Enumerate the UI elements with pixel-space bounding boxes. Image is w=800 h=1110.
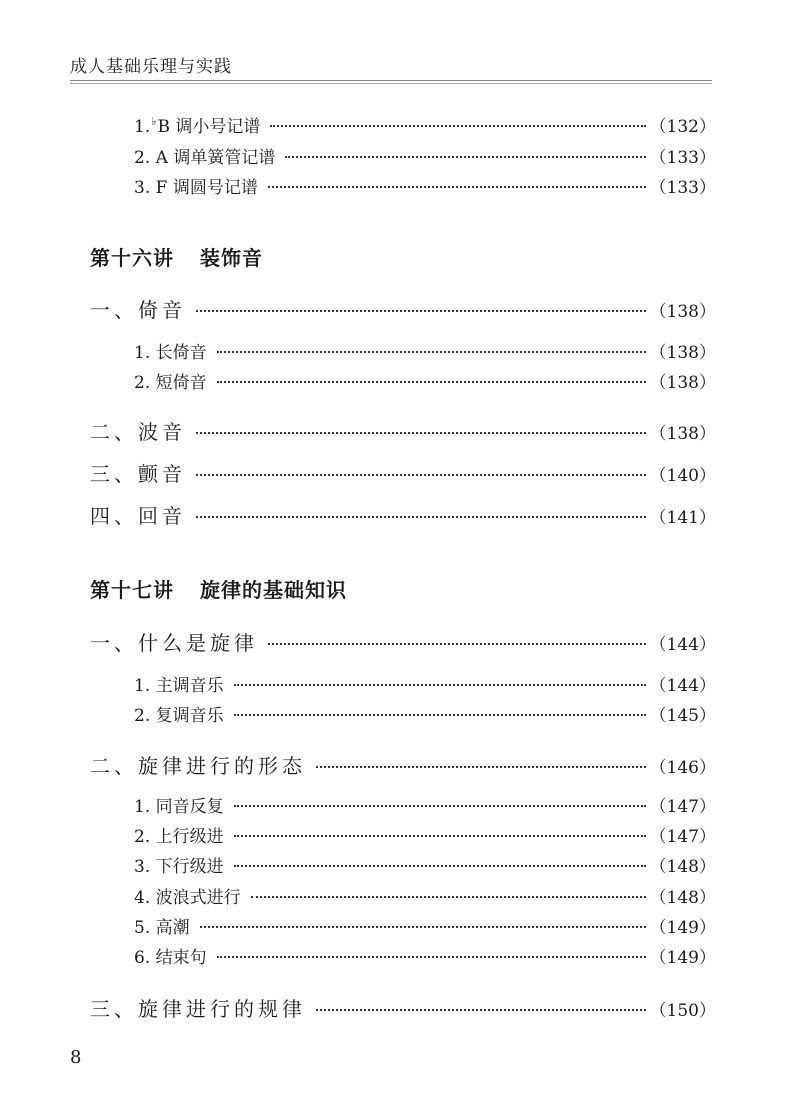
toc-page-number: （148）: [649, 888, 716, 908]
chapter-number: 第十七讲: [90, 578, 174, 602]
toc-entry[interactable]: [134, 112, 716, 137]
dot-leader: [270, 125, 645, 127]
chapter-title: 旋律的基础知识: [200, 578, 347, 602]
toc-section-label: 二、波音: [90, 420, 186, 444]
toc-page-number: （150）: [649, 1001, 716, 1021]
toc-section[interactable]: [90, 627, 716, 656]
toc-entry[interactable]: [134, 822, 716, 847]
toc-entry-label: 4. 波浪式进行: [134, 888, 241, 908]
toc-entry[interactable]: [134, 913, 716, 938]
toc-entry[interactable]: [134, 368, 716, 393]
toc-section-label: 二、旋律进行的形态: [90, 754, 306, 778]
dot-leader: [234, 805, 646, 807]
toc-page-number: （138）: [649, 302, 716, 322]
dot-leader: [316, 1009, 646, 1011]
toc-entry-label: 3. 下行级进: [134, 857, 224, 877]
toc-page-number: （148）: [649, 857, 716, 877]
toc-entry-label: 6. 结束句: [134, 948, 207, 968]
dot-leader: [217, 956, 646, 958]
toc-entry-label: 1.♭B 调小号记谱: [134, 115, 261, 137]
chapter-16-heading[interactable]: [90, 242, 263, 271]
toc-page-number: （140）: [649, 466, 716, 486]
toc-page-number: （146）: [649, 758, 716, 778]
toc-entry[interactable]: [134, 701, 716, 726]
toc-entry[interactable]: [134, 883, 716, 908]
toc-entry[interactable]: [134, 792, 716, 817]
toc-page-number: （149）: [649, 918, 716, 938]
toc-section-label: 三、颤音: [90, 462, 186, 486]
chapter-17-heading[interactable]: [90, 574, 347, 603]
running-header-title: 成人基础乐理与实践: [70, 57, 232, 77]
page-number: 8: [70, 1047, 82, 1068]
dot-leader: [196, 474, 646, 476]
toc-page-number: （133）: [649, 148, 716, 168]
toc-section-label: 一、倚音: [90, 298, 186, 322]
dot-leader: [285, 156, 645, 158]
toc-entry[interactable]: [134, 338, 716, 363]
toc-section[interactable]: [90, 993, 716, 1022]
toc-section[interactable]: [90, 750, 716, 779]
toc-entry[interactable]: [134, 173, 716, 198]
dot-leader: [234, 865, 646, 867]
toc-entry-label: 1. 同音反复: [134, 797, 224, 817]
toc-page-number: （138）: [649, 343, 716, 363]
toc-entry[interactable]: [134, 143, 716, 168]
flat-symbol: ♭: [151, 115, 157, 129]
toc-page-number: （138）: [649, 424, 716, 444]
toc-section-label: 三、旋律进行的规律: [90, 997, 306, 1021]
chapter-title: 装饰音: [200, 246, 263, 270]
toc-page-number: （132）: [649, 117, 716, 137]
toc-section[interactable]: [90, 294, 716, 323]
dot-leader: [316, 766, 646, 768]
dot-leader: [234, 684, 646, 686]
toc-section[interactable]: [90, 500, 716, 529]
toc-page-number: （149）: [649, 948, 716, 968]
toc-page-number: （144）: [649, 635, 716, 655]
toc-page-number: （145）: [649, 706, 716, 726]
dot-leader: [268, 643, 646, 645]
toc-section[interactable]: [90, 416, 716, 445]
dot-leader: [200, 926, 646, 928]
dot-leader: [196, 516, 646, 518]
toc-page-number: （133）: [649, 178, 716, 198]
dot-leader: [217, 381, 646, 383]
toc-section[interactable]: [90, 458, 716, 487]
toc-page-number: （147）: [649, 827, 716, 847]
toc-entry-label: 5. 高潮: [134, 918, 190, 938]
toc-entry[interactable]: [134, 671, 716, 696]
dot-leader: [251, 896, 646, 898]
header-rule: [70, 80, 712, 84]
toc-section-label: 四、回音: [90, 504, 186, 528]
dot-leader: [196, 432, 646, 434]
dot-leader: [268, 186, 646, 188]
chapter-number: 第十六讲: [90, 246, 174, 270]
toc-entry-label: 2. 上行级进: [134, 827, 224, 847]
toc-page-number: （147）: [649, 797, 716, 817]
toc-page-number: （138）: [649, 373, 716, 393]
toc-entry[interactable]: [134, 943, 716, 968]
dot-leader: [196, 310, 646, 312]
toc-entry-label: 1. 长倚音: [134, 343, 207, 363]
toc-section-label: 一、什么是旋律: [90, 631, 258, 655]
toc-entry-label: 2. A 调单簧管记谱: [134, 148, 276, 168]
toc-entry-label: 2. 短倚音: [134, 373, 207, 393]
toc-entry-label: 3. F 调圆号记谱: [134, 178, 258, 198]
toc-page-number: （141）: [649, 508, 716, 528]
toc-entry-label: 2. 复调音乐: [134, 706, 224, 726]
toc-entry[interactable]: [134, 852, 716, 877]
dot-leader: [217, 351, 646, 353]
toc-entry-label: 1. 主调音乐: [134, 676, 224, 696]
dot-leader: [234, 835, 646, 837]
toc-page-number: （144）: [649, 676, 716, 696]
dot-leader: [234, 714, 646, 716]
